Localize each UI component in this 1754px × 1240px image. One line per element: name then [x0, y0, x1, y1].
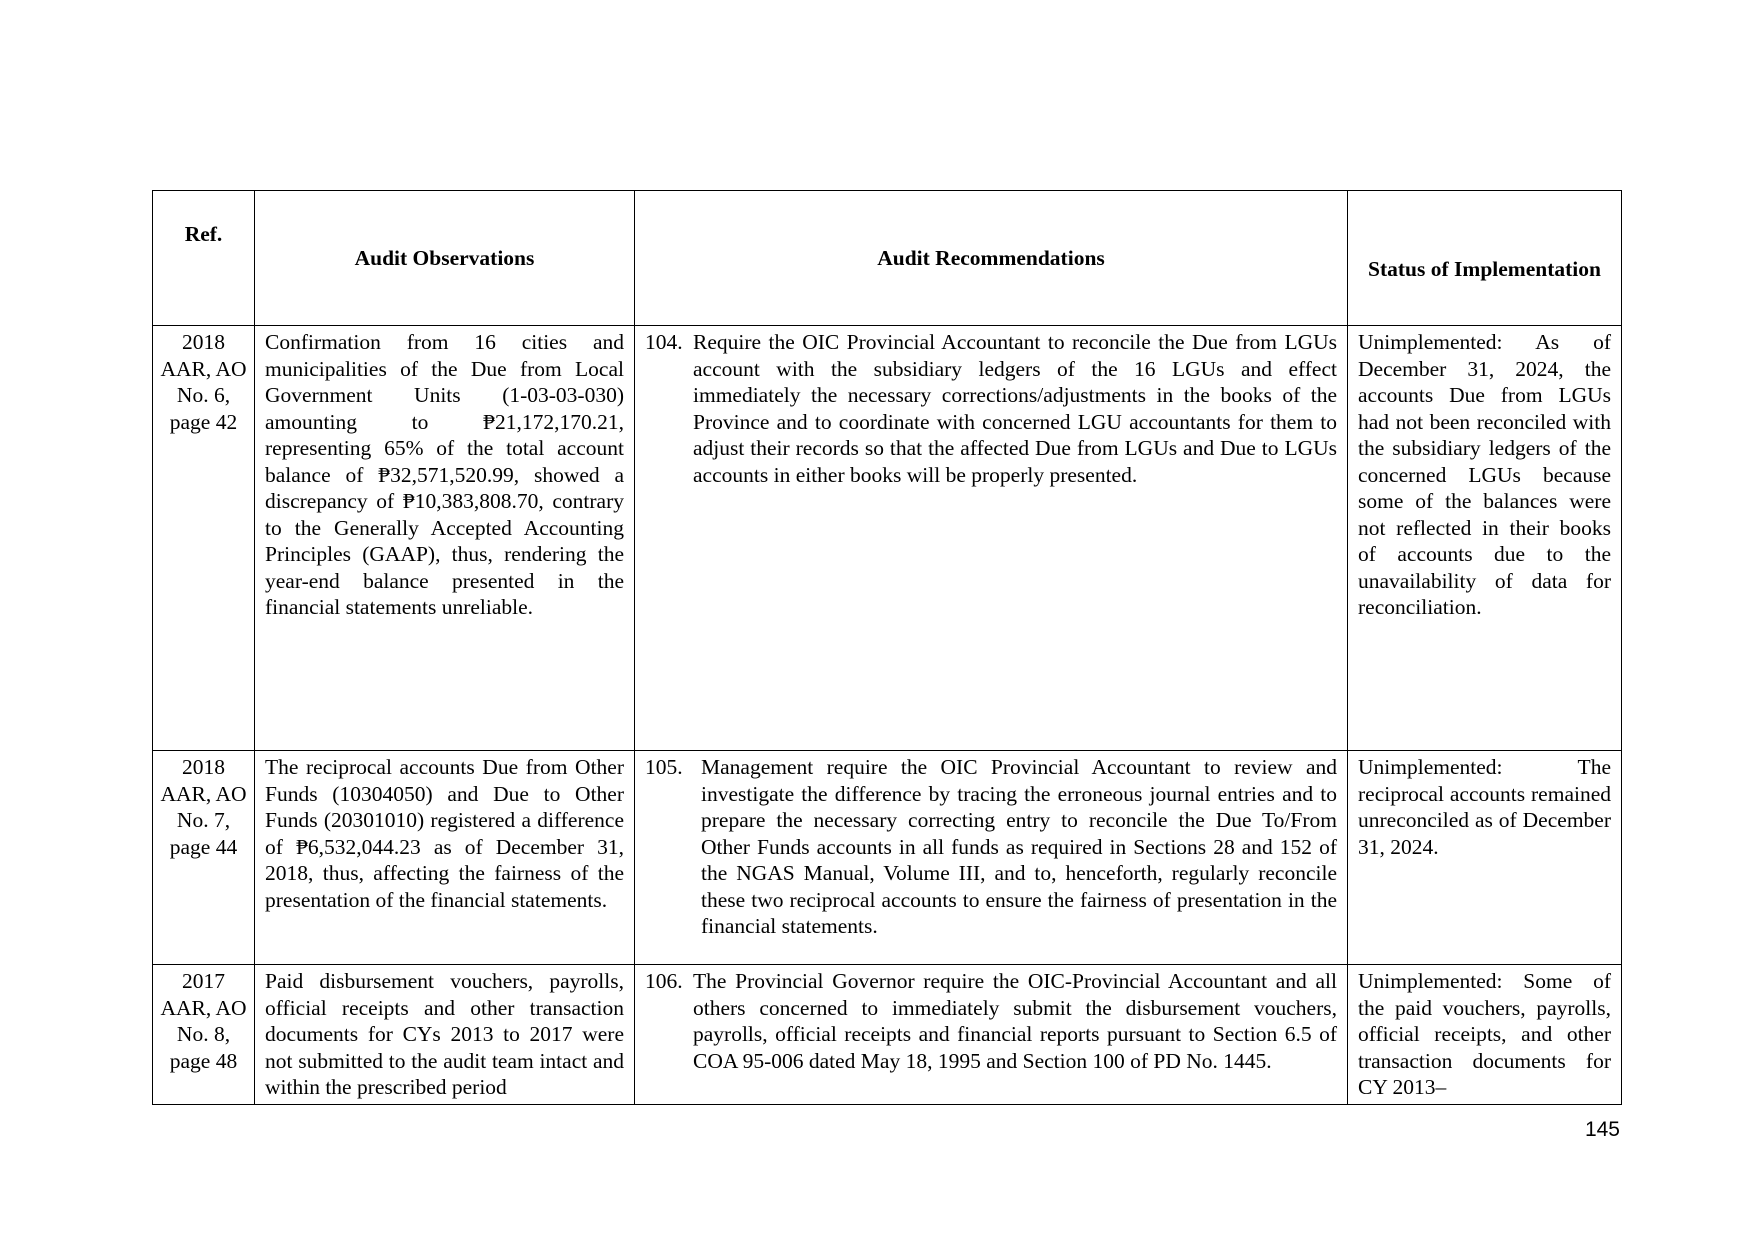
ref-cell: 2018 AAR, AO No. 7, page 44 [153, 751, 255, 965]
header-status: Status of Implementation [1348, 191, 1622, 326]
status-cell: Unimplemented: As of December 31, 2024, the accounts Due from LGUs had not been reconciled with the subsidiary ledgers of the concerned LGUs because some of the balances were not reflected in their books of accounts due to the unavailability of data for reconciliation. [1348, 326, 1622, 751]
recommendation-cell [635, 965, 1348, 1105]
observation-cell: Paid disbursement vouchers, payrolls, official receipts and other transaction documents for CYs 2013 to 2017 were not submitted to the audit team intact and within the prescribed period [255, 965, 635, 1105]
recommendation-cell [635, 751, 1348, 965]
audit-status-table [152, 190, 1622, 1105]
recommendation-text: Require the OIC Provincial Accountant to reconcile the Due from LGUs account with the subsidiary ledgers of the 16 LGUs and effect immediately the necessary corrections/adjustments in the books of the Province and to coordinate with concerned LGU accountants for them to adjust their records so that the affected Due from LGUs and Due to LGUs accounts in either books will be properly presented. [693, 330, 1337, 487]
status-cell: Unimplemented: The reciprocal accounts remained unreconciled as of December 31, 2024. [1348, 751, 1622, 965]
table-row [153, 326, 1622, 751]
observation-cell: The reciprocal accounts Due from Other Funds (10304050) and Due to Other Funds (20301010) registered a difference of ₱6,532,044.23 as of December 31, 2018, thus, affecting the fairness of the presentation of the financial statements. [255, 751, 635, 965]
header-recommendations: Audit Recommendations [635, 191, 1348, 326]
header-observations: Audit Observations [255, 191, 635, 326]
header-ref: Ref. [153, 191, 255, 326]
recommendation-number: 104. [645, 330, 683, 354]
recommendation-number: 106. [645, 969, 683, 993]
recommendation-text: Management require the OIC Provincial Accountant to review and investigate the difference by tracing the erroneous journal entries and to prepare the necessary correcting entry to reconcile the Due To/From Other Funds accounts in all funds as required in Sections 28 and 152 of the NGAS Manual, Volume III, and to, henceforth, regularly reconcile these two reciprocal accounts to ensure the fairness of presentation in the financial statements. [701, 755, 1337, 938]
ref-cell: 2018 AAR, AO No. 6, page 42 [153, 326, 255, 751]
recommendation-text: The Provincial Governor require the OIC-Provincial Accountant and all others concerned to immediately submit the disbursement vouchers, payrolls, official receipts and financial reports pursuant to Section 6.5 of COA 95-006 dated May 18, 1995 and Section 100 of PD No. 1445. [693, 969, 1337, 1073]
recommendation-number: 105. [645, 755, 683, 779]
table-header-row [153, 191, 1622, 326]
ref-cell: 2017 AAR, AO No. 8, page 48 [153, 965, 255, 1105]
table-row [153, 965, 1622, 1105]
table-row [153, 751, 1622, 965]
observation-cell: Confirmation from 16 cities and municipalities of the Due from Local Government Units (1-03-03-030) amounting to ₱21,172,170.21, representing 65% of the total account balance of ₱32,571,520.99, showed a discrepancy of ₱10,383,808.70, contrary to the Generally Accepted Accounting Principles (GAAP), thus, rendering the year-end balance presented in the financial statements unreliable. [255, 326, 635, 751]
status-cell: Unimplemented: Some of the paid vouchers, payrolls, official receipts, and other transaction documents for CY 2013– [1348, 965, 1622, 1105]
page-number: 145 [1584, 1118, 1620, 1141]
recommendation-cell [635, 326, 1348, 751]
